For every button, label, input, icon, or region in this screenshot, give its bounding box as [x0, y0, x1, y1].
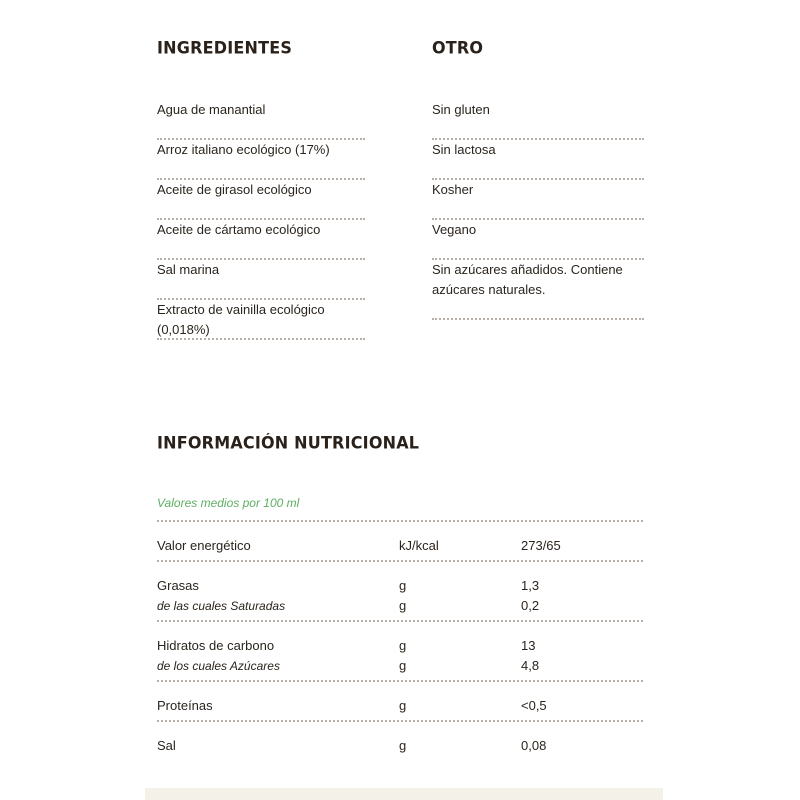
other-label: Kosher [432, 182, 474, 197]
nutrient-value: 4,8 [521, 658, 540, 673]
ingredients-heading: INGREDIENTES [157, 38, 293, 58]
other-label: Sin azúcares añadidos. Contiene [432, 262, 623, 277]
nutrition-row [157, 560, 643, 620]
nutrient-label: Valor energético [157, 538, 251, 553]
ingredient-item [157, 260, 365, 300]
ingredient-item [157, 180, 365, 220]
nutrition-line [157, 736, 643, 756]
nutrient-value: 13 [521, 638, 536, 653]
other-item [432, 140, 644, 180]
other-item [432, 100, 644, 140]
ingredient-label: Sal marina [157, 262, 220, 277]
ingredient-item [157, 220, 365, 260]
other-list [432, 100, 644, 320]
nutrient-unit: g [399, 598, 407, 613]
other-heading: OTRO [432, 38, 484, 58]
nutrition-line [157, 636, 643, 656]
nutrient-label: Hidratos de carbono [157, 638, 275, 653]
ingredient-label: Aceite de cártamo ecológico [157, 222, 321, 237]
nutrient-label: Sal [157, 738, 176, 753]
nutrient-unit: g [399, 698, 407, 713]
nutrient-value: 1,3 [521, 578, 540, 593]
nutrition-row [157, 620, 643, 680]
ingredient-item [157, 100, 365, 140]
nutrient-unit: g [399, 658, 407, 673]
ingredient-label: Agua de manantial [157, 102, 266, 117]
nutrition-note: Valores medios por 100 ml [157, 496, 300, 510]
nutrition-table [157, 520, 643, 760]
nutrient-value: 0,2 [521, 598, 540, 613]
nutrition-row [157, 720, 643, 760]
ingredient-label: Aceite de girasol ecológico [157, 182, 312, 197]
ingredient-label: Arroz italiano ecológico (17%) [157, 142, 330, 157]
nutrition-heading: INFORMACIÓN NUTRICIONAL [157, 433, 420, 453]
other-label: Sin lactosa [432, 142, 496, 157]
ingredients-list [157, 100, 365, 340]
nutrient-value: 0,08 [521, 738, 547, 753]
other-item [432, 260, 644, 320]
other-label: Sin gluten [432, 102, 490, 117]
ingredient-label: Extracto de vainilla ecológico (0,018%) [157, 302, 325, 337]
other-label: azúcares naturales. [432, 282, 546, 297]
other-item [432, 180, 644, 220]
nutrition-line [157, 696, 643, 716]
ingredient-item [157, 140, 365, 180]
nutrient-label: Grasas [157, 578, 199, 593]
footer-band [145, 788, 663, 800]
nutrition-subline [157, 656, 643, 676]
nutrient-value: 273/65 [521, 538, 561, 553]
nutrient-unit: g [399, 638, 407, 653]
nutrient-label: de las cuales Saturadas [157, 599, 286, 613]
nutrient-unit: kJ/kcal [399, 538, 439, 553]
nutrient-label: de los cuales Azúcares [157, 659, 280, 673]
nutrition-line [157, 576, 643, 596]
nutrient-unit: g [399, 738, 407, 753]
nutrition-row [157, 520, 643, 560]
nutrient-value: <0,5 [521, 698, 547, 713]
ingredient-item [157, 300, 365, 340]
nutrition-line [157, 536, 643, 556]
nutrient-label: Proteínas [157, 698, 213, 713]
other-item [432, 220, 644, 260]
nutrition-row [157, 680, 643, 720]
other-label: Vegano [432, 222, 477, 237]
nutrition-subline [157, 596, 643, 616]
nutrient-unit: g [399, 578, 407, 593]
